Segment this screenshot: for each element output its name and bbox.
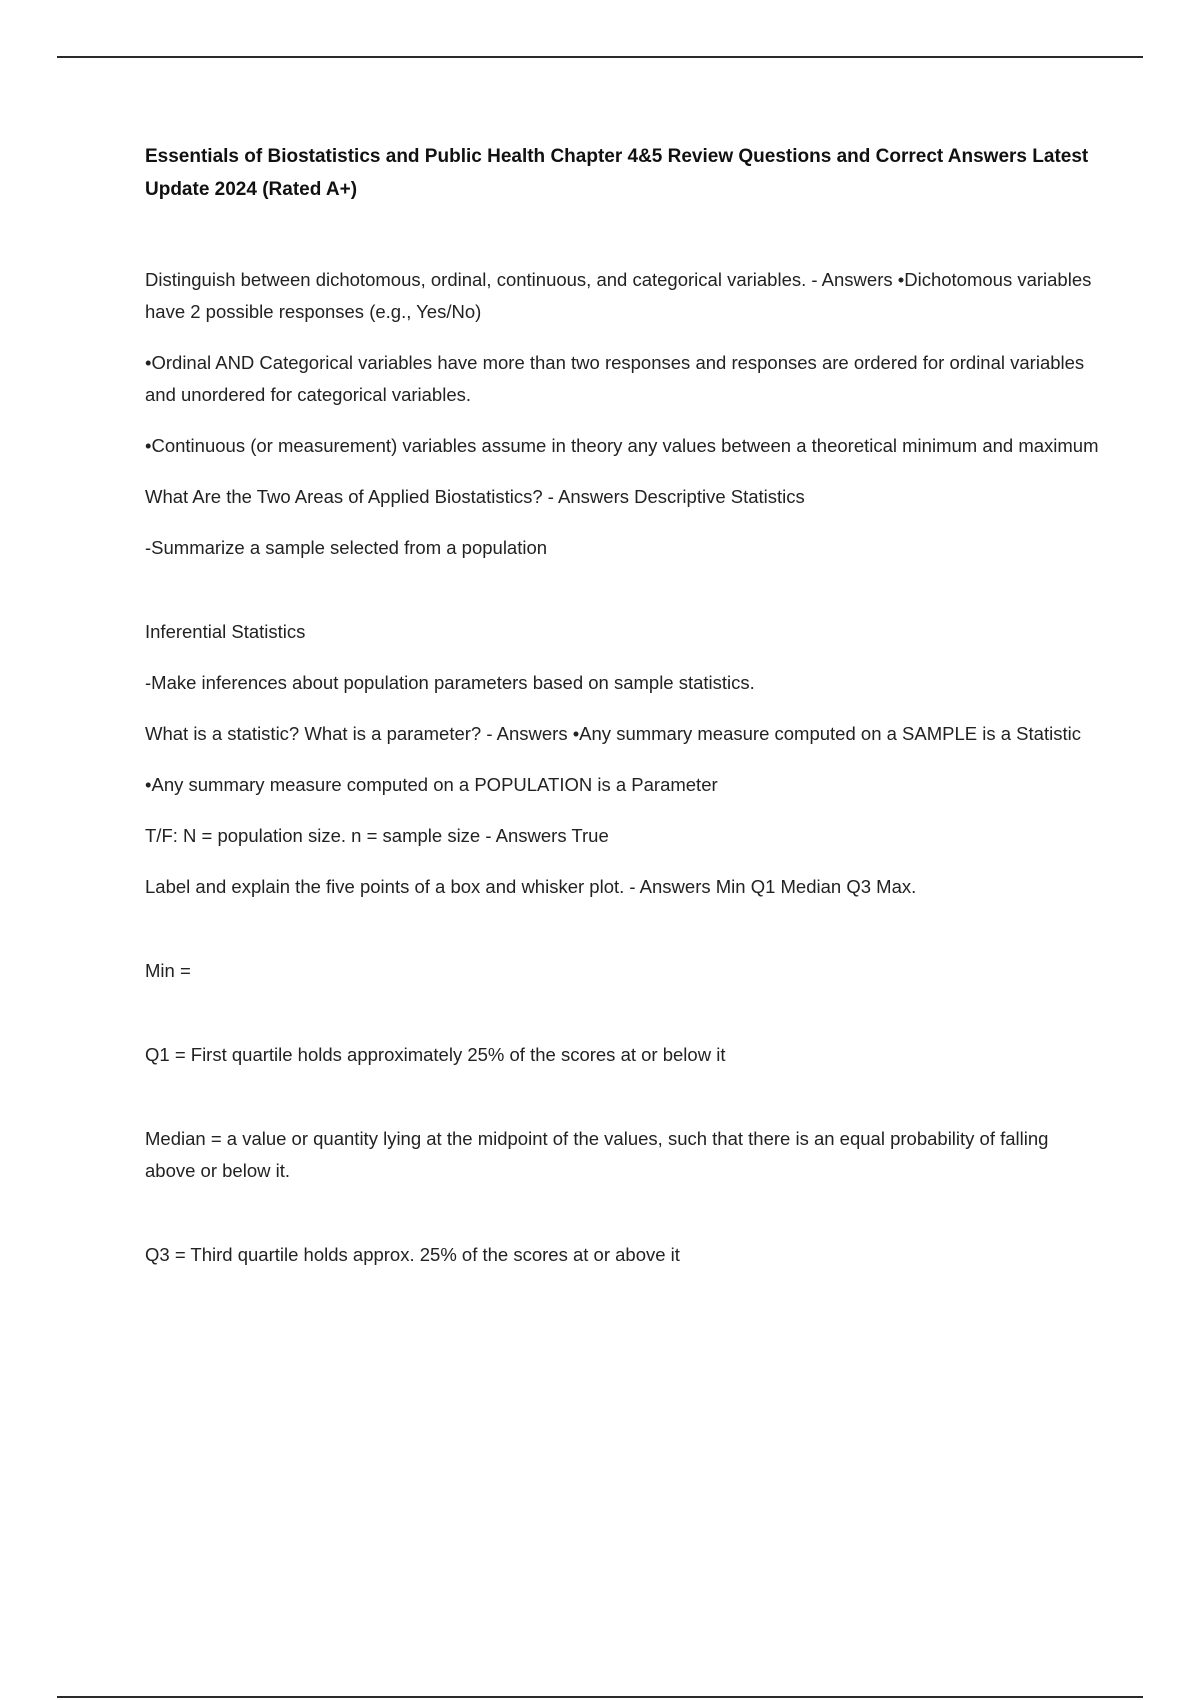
answer-ordinal-categorical: •Ordinal AND Categorical variables have more than two responses and responses are ordered for ordinal variables and unordered for categorical variables. [145,352,1085,405]
bottom-rule [57,1696,1143,1698]
question-population-size: T/F: N = population size. n = sample size - Answers True [145,825,609,846]
question-applied-biostatistics: What Are the Two Areas of Applied Biostatistics? - Answers Descriptive Statistics [145,486,805,507]
top-rule [57,56,1143,58]
answer-q3: Q3 = Third quartile holds approx. 25% of the scores at or above it [145,1244,680,1265]
answer-q1: Q1 = First quartile holds approximately 25% of the scores at or below it [145,1044,726,1065]
question-box-whisker: Label and explain the five points of a box and whisker plot. - Answers Min Q1 Median Q3 Max. [145,876,917,897]
question-variables-types: Distinguish between dichotomous, ordinal, continuous, and categorical variables. - Answers •Dichotomous variables have 2 possible responses (e.g., Yes/No) [145,269,1092,322]
answer-inferential-summary: -Make inferences about population parameters based on sample statistics. [145,672,755,693]
answer-min: Min = [145,960,191,981]
question-statistic-parameter: What is a statistic? What is a parameter? - Answers •Any summary measure computed on a SAMPLE is a Statistic [145,723,1081,744]
answer-inferential-heading: Inferential Statistics [145,621,306,642]
answer-median: Median = a value or quantity lying at the midpoint of the values, such that there is an equal probability of falling above or below it. [145,1128,1049,1181]
document-body [145,140,1100,1271]
answer-continuous: •Continuous (or measurement) variables assume in theory any values between a theoretical minimum and maximum [145,435,1099,456]
answer-descriptive-summary: -Summarize a sample selected from a population [145,537,548,558]
answer-parameter: •Any summary measure computed on a POPULATION is a Parameter [145,774,718,795]
document-title: Essentials of Biostatistics and Public Health Chapter 4&5 Review Questions and Correct Answers Latest Update 2024 (Rated A+) [145,146,1089,200]
